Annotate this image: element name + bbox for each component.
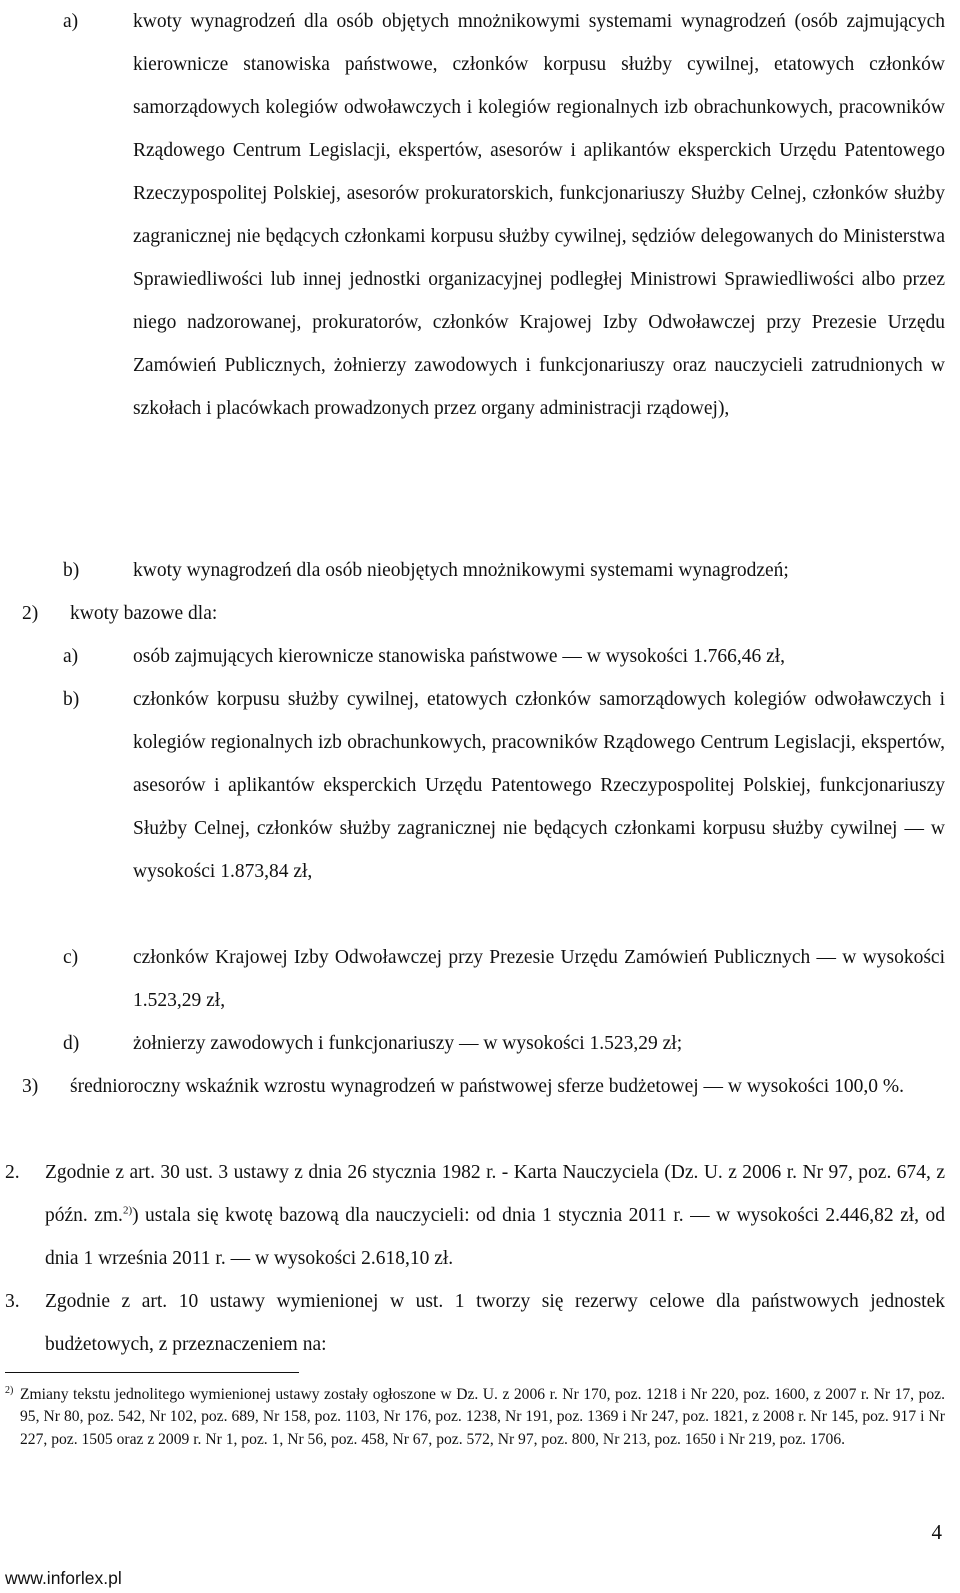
item-text: średnioroczny wskaźnik wzrostu wynagrodzeń w państwowej sferze budżetowej — w wysokości 100,0 %. [70,1076,904,1097]
item-marker: 2. [5,1162,20,1183]
footnote [5,1384,945,1451]
paragraph-2-teachers-base [5,1151,945,1280]
item-marker: b) [63,560,80,581]
item-text: kwoty wynagrodzeń dla osób nieobjętych mnożnikowymi systemami wynagrodzeń; [133,560,789,581]
list-item-2-base-amounts [22,592,945,635]
item-text: członków korpusu służby cywilnej, etatowych członków samorządowych kolegiów odwoławczych i kolegiów regionalnych izb obrachunkowych, pracowników Rządowego Centrum Legislacji, ekspertów, asesorów i aplikantów eksperckich Urzędu Patentowego Rzeczypospolitej Polskiej, funkcjonariuszy Służby Celnej, członków służby zagranicznej nie będących członkami korpusu służby cywilnej — w wysokości 1.873,84 zł, [133,689,945,882]
item-marker: 3) [22,1076,39,1097]
list-item-d-soldiers [63,1022,945,1065]
item-marker: 2) [22,603,39,624]
item-text: żołnierzy zawodowych i funkcjonariuszy — w wysokości 1.523,29 zł; [133,1033,683,1054]
footnote-text: Zmiany tekstu jednolitego wymienionej ustawy zostały ogłoszone w Dz. U. z 2006 r. Nr 170, poz. 1218 i Nr 220, poz. 1600, z 2007 r. Nr 17, poz. 95, Nr 80, poz. 542, Nr 102, poz. 689, Nr 158, poz. 1103, Nr 176, poz. 1238, Nr 191, poz. 1369 i Nr 247, poz. 1821, z 2008 r. Nr 145, poz. 917 i Nr 227, poz. 1505 oraz z 2009 r. Nr 1, poz. 1, Nr 56, poz. 458, Nr 67, poz. 572, Nr 97, poz. 800, Nr 213, poz. 1650 i Nr 219, poz. 1706. [20,1386,945,1448]
item-marker: a) [63,646,79,667]
item-marker: c) [63,947,79,968]
footnote-marker: 2) [5,1385,14,1396]
item-marker: b) [63,689,80,710]
item-marker: d) [63,1033,80,1054]
text-before-footnote-ref: Zgodnie z art. 30 ust. 3 ustawy z dnia 26 stycznia 1982 r. - Karta Nauczyciela (Dz. U. z 2006 r. Nr 97, poz. 674, z późn. zm. [45,1162,945,1226]
website-link[interactable]: www.inforlex.pl [5,1568,122,1588]
list-item-b-civil-service [63,678,945,893]
item-text [45,1151,945,1280]
list-item-a-state-positions [63,635,945,678]
paragraph-3-reserves [5,1280,945,1366]
list-item-3-wage-index [22,1065,945,1108]
item-marker: a) [63,11,79,32]
item-text: członków Krajowej Izby Odwoławczej przy Prezesie Urzędu Zamówień Publicznych — w wysokości 1.523,29 zł, [133,947,945,1011]
footnote-separator [5,1372,299,1373]
item-text: kwoty wynagrodzeń dla osób objętych mnożnikowymi systemami wynagrodzeń (osób zajmujących kierownicze stanowiska państwowe, członków korpusu służby cywilnej, etatowych członków samorządowych kolegiów odwoławczych i kolegiów regionalnych izb obrachunkowych, pracowników Rządowego Centrum Legislacji, ekspertów, asesorów i aplikantów eksperckich Urzędu Patentowego Rzeczypospolitej Polskiej, asesorów prokuratorskich, funkcjonariuszy Służby Celnej, członków służby zagranicznej nie będących członkami korpusu służby cywilnej, sędziów delegowanych do Ministerstwa Sprawiedliwości lub innej jednostki organizacyjnej podległej Ministrowi Sprawiedliwości albo przez niego nadzorowanej, prokuratorów, członków Krajowej Izby Odwoławczej przy Prezesie Urzędu Zamówień Publicznych, żołnierzy zawodowych i funkcjonariuszy oraz nauczycieli zatrudnionych w szkołach i placówkach prowadzonych przez organy administracji rządowej), [133,11,945,419]
footnote-reference: 2) [122,1204,133,1217]
list-item-a-salary-multiplier [63,0,945,430]
text-after-footnote-ref: ) ustala się kwotę bazową dla nauczycieli: od dnia 1 stycznia 2011 r. — w wysokości 2.446,82 zł, od dnia 1 września 2011 r. — w wysokości 2.618,10 zł. [45,1205,945,1269]
item-text: kwoty bazowe dla: [70,603,218,624]
list-item-b-salary-non-multiplier [63,549,945,592]
page-number: 4 [931,1520,942,1544]
item-marker: 3. [5,1291,20,1312]
list-item-c-appeals-chamber [63,936,945,1022]
item-text: osób zajmujących kierownicze stanowiska państwowe — w wysokości 1.766,46 zł, [133,646,786,667]
item-text: Zgodnie z art. 10 ustawy wymienionej w ust. 1 tworzy się rezerwy celowe dla państwowych jednostek budżetowych, z przeznaczeniem na: [45,1291,945,1355]
